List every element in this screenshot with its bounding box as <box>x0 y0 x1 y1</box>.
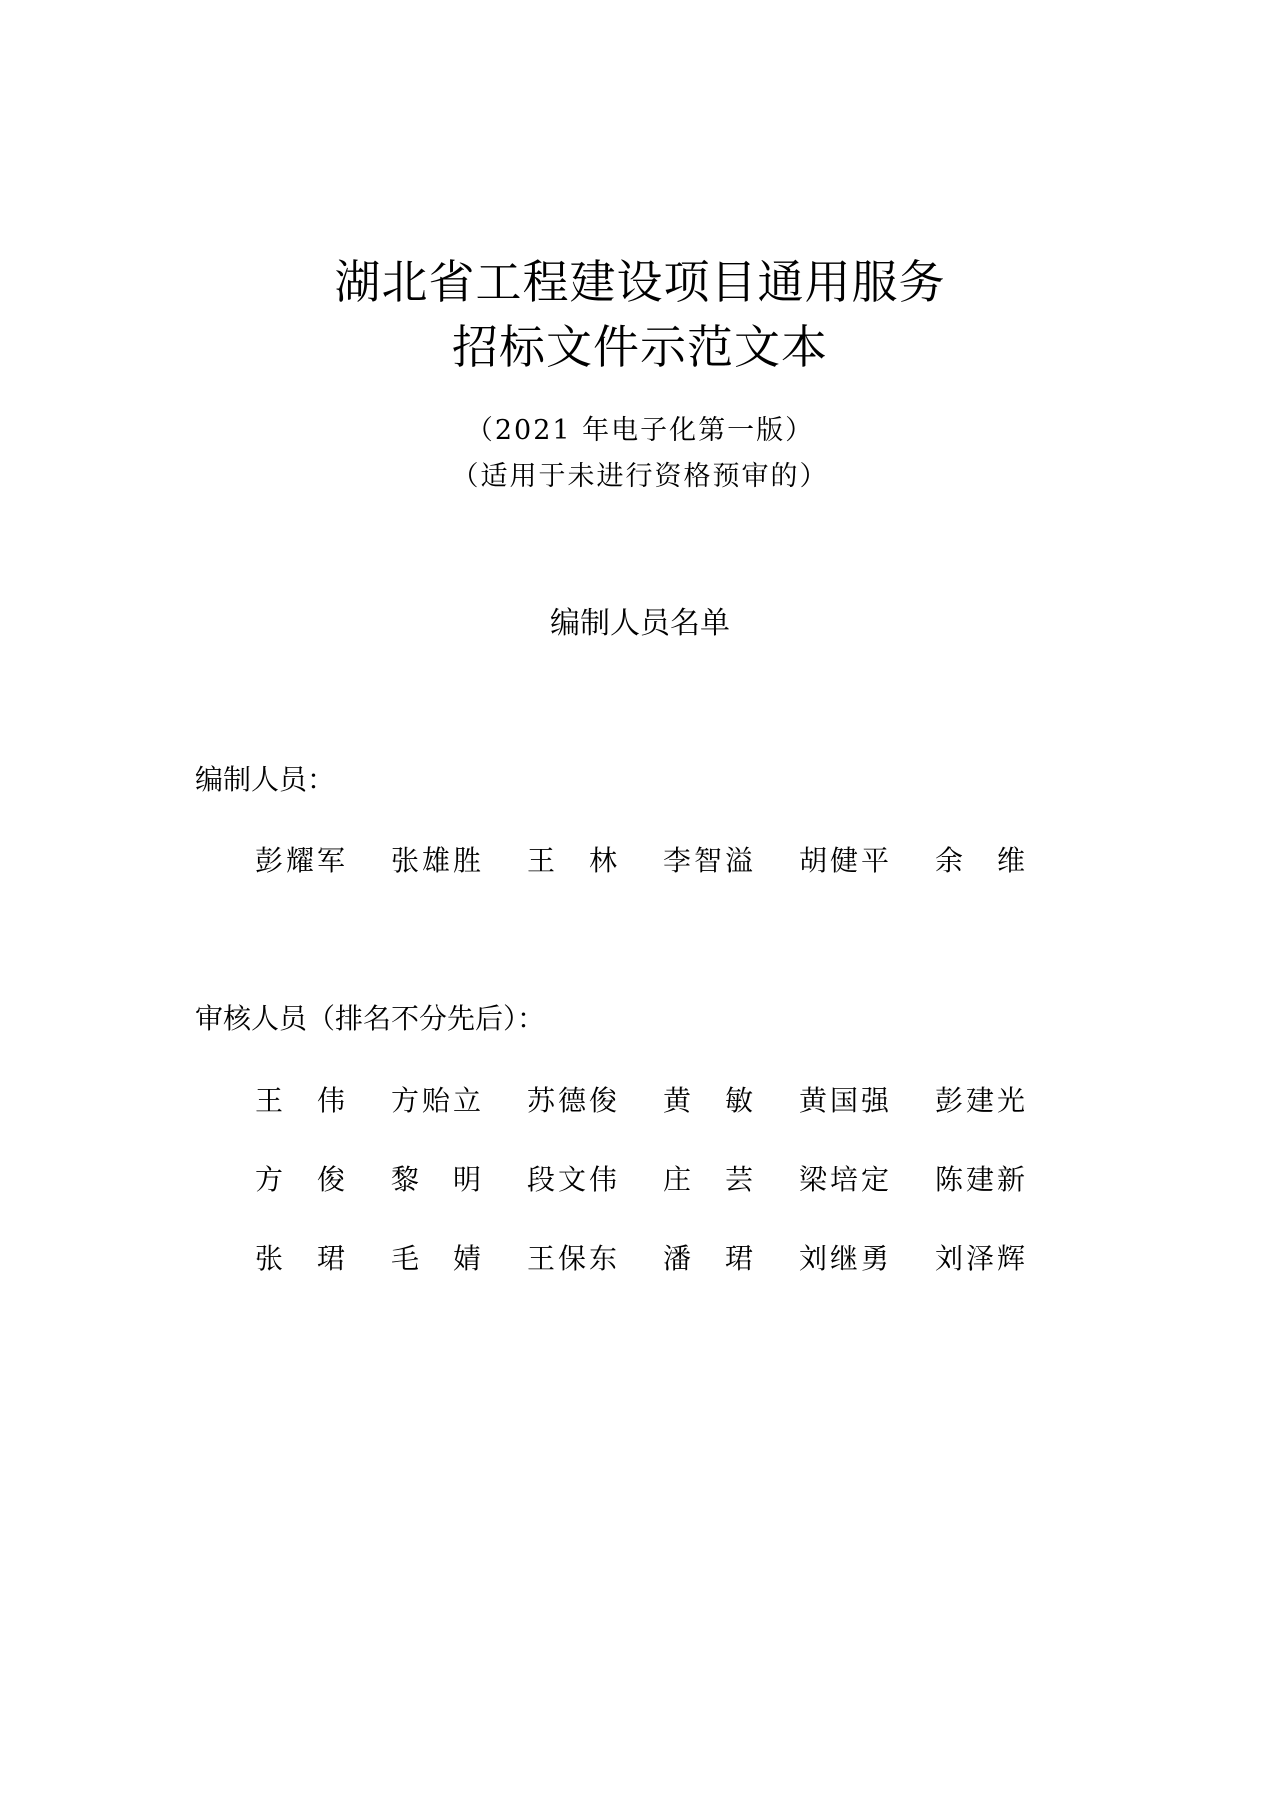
person-name: 毛 婧 <box>391 1242 481 1275</box>
person-name: 胡健平 <box>799 844 889 877</box>
person-name: 张雄胜 <box>391 844 481 877</box>
compilers-label: 编制人员： <box>195 763 336 796</box>
staff-list-heading: 编制人员名单 <box>550 606 730 641</box>
reviewers-name-row <box>255 1081 1035 1121</box>
person-name: 李智溢 <box>663 844 753 877</box>
person-name: 刘泽辉 <box>935 1242 1025 1275</box>
edition-note: （2021 年电子化第一版） <box>465 415 815 446</box>
person-name: 苏德俊 <box>527 1084 617 1117</box>
person-name: 黄 敏 <box>663 1084 753 1117</box>
reviewers-label: 审核人员（排名不分先后）： <box>195 1002 546 1035</box>
scope-note: （适用于未进行资格预审的） <box>451 461 829 492</box>
person-name: 张 珺 <box>255 1242 345 1275</box>
person-name: 陈建新 <box>935 1163 1025 1196</box>
person-name: 方 俊 <box>255 1163 345 1196</box>
person-name: 刘继勇 <box>799 1242 889 1275</box>
person-name: 王保东 <box>527 1242 617 1275</box>
person-name: 王 林 <box>527 844 617 877</box>
person-name: 余 维 <box>935 844 1025 877</box>
person-name: 彭建光 <box>935 1084 1025 1117</box>
person-name: 王 伟 <box>255 1084 345 1117</box>
document-title-line-1: 湖北省工程建设项目通用服务 <box>334 255 946 309</box>
person-name: 梁培定 <box>799 1163 889 1196</box>
person-name: 段文伟 <box>527 1163 617 1196</box>
person-name: 方贻立 <box>391 1084 481 1117</box>
person-name: 黄国强 <box>799 1084 889 1117</box>
compilers-name-row <box>255 841 1035 881</box>
document-title-line-2: 招标文件示范文本 <box>452 320 828 374</box>
person-name: 彭耀军 <box>255 844 345 877</box>
person-name: 庄 芸 <box>663 1163 753 1196</box>
person-name: 黎 明 <box>391 1163 481 1196</box>
person-name: 潘 珺 <box>663 1242 753 1275</box>
reviewers-name-row <box>255 1239 1035 1279</box>
reviewers-name-row <box>255 1160 1035 1200</box>
